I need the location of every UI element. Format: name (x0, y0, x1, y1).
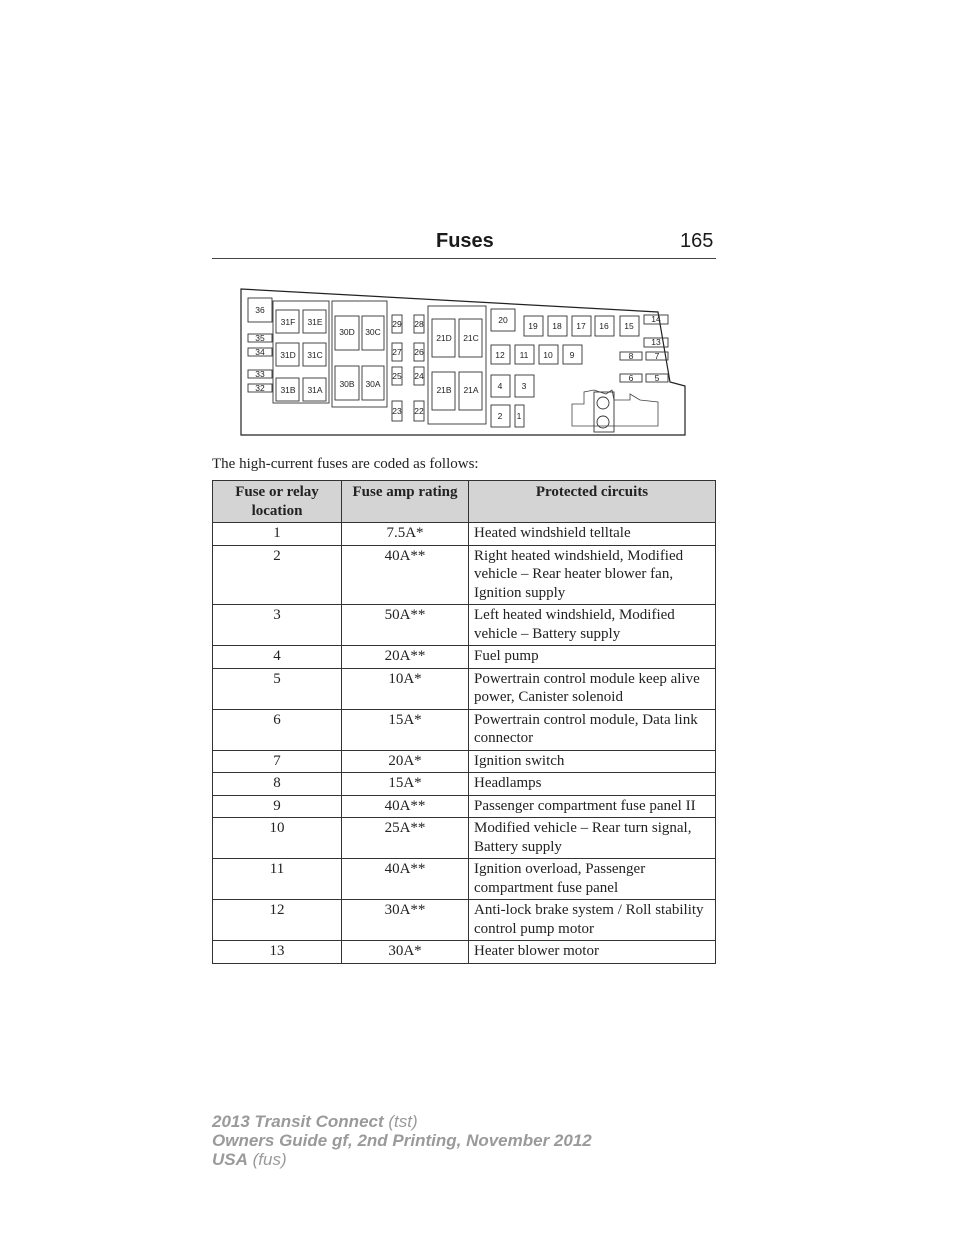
table-row (213, 668, 716, 709)
group-frame-30 (332, 301, 387, 407)
footer-model: 2013 Transit Connect (212, 1112, 384, 1131)
connector-hole-upper (597, 397, 609, 409)
fuse-label-28: 28 (414, 319, 424, 329)
fuse-label-14: 14 (651, 314, 661, 324)
cell-location: 4 (213, 646, 342, 669)
relay-label-30A: 30A (365, 379, 381, 389)
footer (212, 1112, 592, 1169)
cell-protected-circuits: Right heated windshield, Modified vehicle – Rear heater blower fan, Ignition supply (469, 545, 716, 605)
cell-protected-circuits: Heater blower motor (469, 941, 716, 964)
cell-location: 9 (213, 795, 342, 818)
relay-label-21D: 21D (436, 333, 452, 343)
cell-location: 10 (213, 818, 342, 859)
cell-location: 8 (213, 773, 342, 796)
cell-protected-circuits: Powertrain control module, Data link connector (469, 709, 716, 750)
table-row (213, 605, 716, 646)
fuse-label-16: 16 (599, 321, 609, 331)
section-title: Fuses (436, 230, 494, 252)
cell-amp-rating: 15A* (342, 709, 469, 750)
cell-protected-circuits: Ignition switch (469, 750, 716, 773)
table-row (213, 523, 716, 546)
cell-protected-circuits: Passenger compartment fuse panel II (469, 795, 716, 818)
fuse-label-11: 11 (519, 350, 529, 360)
header-divider (212, 258, 716, 259)
fuse-label-32: 32 (255, 383, 265, 393)
table-row (213, 545, 716, 605)
fuse-label-13: 13 (651, 337, 661, 347)
page-number: 165 (680, 230, 714, 252)
fuse-box-outline (241, 289, 685, 435)
header-protected-circuits: Protected circuits (469, 481, 716, 523)
header-amp-rating: Fuse amp rating (342, 481, 469, 523)
cell-amp-rating: 25A** (342, 818, 469, 859)
cell-location: 2 (213, 545, 342, 605)
cell-amp-rating: 20A** (342, 646, 469, 669)
fuse-label-19: 19 (528, 321, 538, 331)
cell-amp-rating: 20A* (342, 750, 469, 773)
cell-protected-circuits: Anti-lock brake system / Roll stability control pump motor (469, 900, 716, 941)
relay-label-30B: 30B (339, 379, 355, 389)
fuse-label-6: 6 (628, 373, 634, 383)
relay-label-31C: 31C (307, 350, 323, 360)
relay-label-31D: 31D (280, 350, 296, 360)
fuse-label-24: 24 (414, 371, 424, 381)
relay-label-21B: 21B (436, 385, 452, 395)
cell-amp-rating: 7.5A* (342, 523, 469, 546)
footer-line-2 (212, 1131, 592, 1150)
fuse-label-17: 17 (576, 321, 586, 331)
fuse-label-2: 2 (497, 411, 503, 421)
cell-protected-circuits: Modified vehicle – Rear turn signal, Battery supply (469, 818, 716, 859)
header-location: Fuse or relay location (213, 481, 342, 523)
cell-location: 7 (213, 750, 342, 773)
relay-label-31B: 31B (280, 385, 296, 395)
fuse-label-9: 9 (569, 350, 575, 360)
cell-amp-rating: 10A* (342, 668, 469, 709)
relay-label-21C: 21C (463, 333, 479, 343)
footer-market: USA (212, 1150, 248, 1169)
group-frame-21 (428, 306, 486, 424)
cell-amp-rating: 30A** (342, 900, 469, 941)
fuse-label-34: 34 (255, 347, 265, 357)
fuse-label-23: 23 (392, 406, 402, 416)
fuse-label-27: 27 (392, 347, 402, 357)
cell-amp-rating: 15A* (342, 773, 469, 796)
fuse-label-20: 20 (498, 315, 508, 325)
fuse-label-8: 8 (628, 351, 634, 361)
relay-label-31F: 31F (280, 317, 296, 327)
footer-printing: Owners Guide gf, 2nd Printing, November 2012 (212, 1131, 592, 1150)
footer-model-code: (tst) (388, 1112, 418, 1131)
fuse-label-33: 33 (255, 369, 265, 379)
cell-location: 1 (213, 523, 342, 546)
footer-line-3 (212, 1150, 592, 1169)
cell-location: 5 (213, 668, 342, 709)
fuse-label-18: 18 (552, 321, 562, 331)
table-row (213, 941, 716, 964)
cell-amp-rating: 40A** (342, 795, 469, 818)
fuse-label-10: 10 (543, 350, 553, 360)
table-row (213, 859, 716, 900)
fuse-label-26: 26 (414, 347, 424, 357)
fuse-label-22: 22 (414, 406, 424, 416)
cell-protected-circuits: Heated windshield telltale (469, 523, 716, 546)
fuse-label-15: 15 (624, 321, 634, 331)
relay-label-31E: 31E (307, 317, 323, 327)
cell-protected-circuits: Ignition overload, Passenger compartment fuse panel (469, 859, 716, 900)
table-intro: The high-current fuses are coded as follows: (212, 456, 479, 472)
cell-location: 13 (213, 941, 342, 964)
cell-amp-rating: 50A** (342, 605, 469, 646)
fuse-label-25: 25 (392, 371, 402, 381)
fuse-table (212, 480, 716, 964)
fuse-label-3: 3 (521, 381, 527, 391)
cell-amp-rating: 40A** (342, 859, 469, 900)
cell-location: 3 (213, 605, 342, 646)
cell-protected-circuits: Powertrain control module keep alive power, Canister solenoid (469, 668, 716, 709)
cell-location: 11 (213, 859, 342, 900)
table-row (213, 709, 716, 750)
table-row (213, 646, 716, 669)
relay-label-30C: 30C (365, 327, 381, 337)
table-row (213, 750, 716, 773)
relay-label-30D: 30D (339, 327, 355, 337)
fuse-label-1: 1 (516, 411, 522, 421)
relay-label-21A: 21A (463, 385, 479, 395)
fuse-label-7: 7 (654, 351, 660, 361)
table-row (213, 818, 716, 859)
fuse-label-35: 35 (255, 333, 265, 343)
fuse-label-12: 12 (495, 350, 505, 360)
table-row (213, 795, 716, 818)
table-row (213, 773, 716, 796)
fuse-label-4: 4 (497, 381, 503, 391)
cell-protected-circuits: Headlamps (469, 773, 716, 796)
fuse-box-svg (238, 286, 690, 438)
fuse-box-diagram (238, 286, 690, 438)
cell-protected-circuits: Fuel pump (469, 646, 716, 669)
fuse-label-5: 5 (654, 373, 660, 383)
cell-amp-rating: 30A* (342, 941, 469, 964)
fuse-label-29: 29 (392, 319, 402, 329)
cell-location: 12 (213, 900, 342, 941)
fuse-label-36: 36 (255, 305, 265, 315)
footer-line-1 (212, 1112, 592, 1131)
table-header-row (213, 481, 716, 523)
cell-protected-circuits: Left heated windshield, Modified vehicle – Battery supply (469, 605, 716, 646)
footer-market-code: (fus) (252, 1150, 287, 1169)
connector-cutout (572, 390, 658, 426)
table-row (213, 900, 716, 941)
cell-location: 6 (213, 709, 342, 750)
relay-label-31A: 31A (307, 385, 323, 395)
cell-amp-rating: 40A** (342, 545, 469, 605)
table-body (213, 523, 716, 964)
